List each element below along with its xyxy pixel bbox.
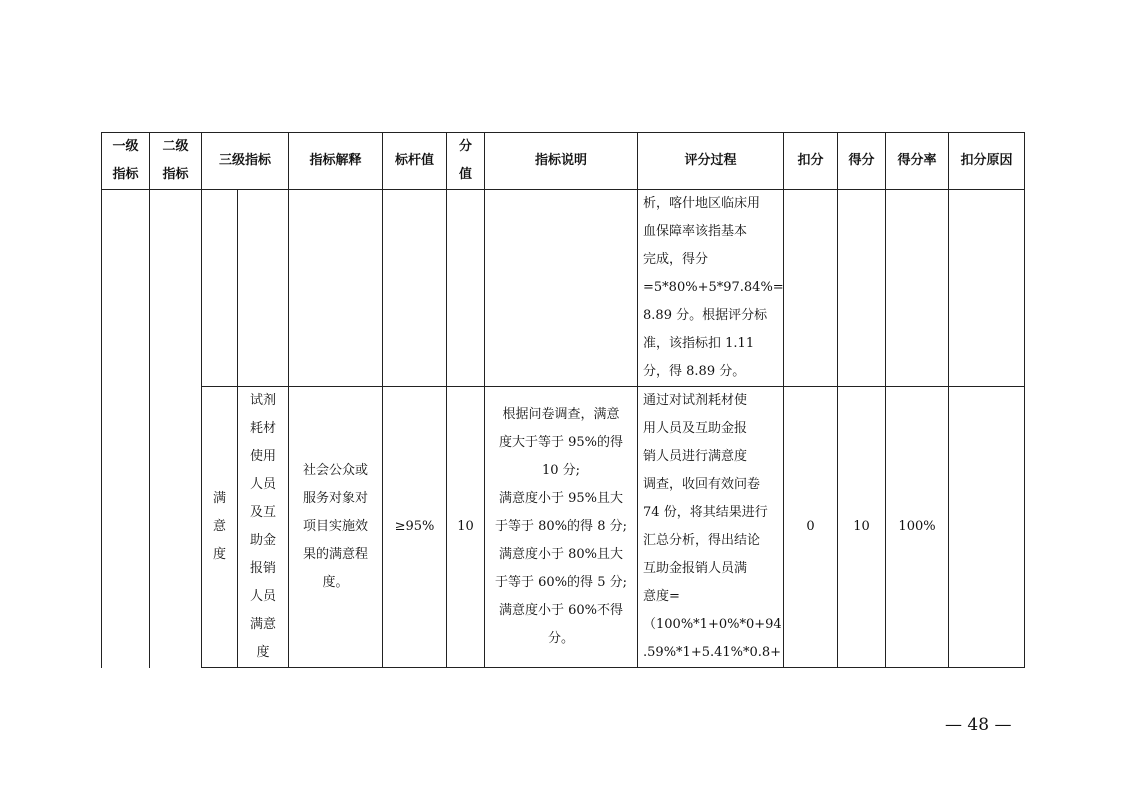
explanation-cell bbox=[289, 190, 383, 387]
score-cell bbox=[838, 190, 886, 387]
header-level1: 一级 指标 bbox=[102, 133, 150, 190]
explanation-cell: 社会公众或 服务对象对 项目实施效 果的满意程 度。 bbox=[289, 387, 383, 668]
level1-cell bbox=[102, 190, 150, 668]
score-rate-cell bbox=[886, 190, 949, 387]
deduction-cell: 0 bbox=[784, 387, 838, 668]
header-weight: 分 值 bbox=[447, 133, 485, 190]
level3b-cell: 试剂 耗材 使用 人员 及互 助金 报销 人员 满意 度 bbox=[238, 387, 289, 668]
table-row bbox=[102, 387, 1025, 668]
header-description: 指标说明 bbox=[485, 133, 638, 190]
level3a-cell bbox=[202, 190, 238, 387]
level3b-cell bbox=[238, 190, 289, 387]
description-cell bbox=[485, 190, 638, 387]
header-benchmark: 标杆值 bbox=[383, 133, 447, 190]
deduction-reason-cell bbox=[949, 190, 1025, 387]
scoring-process-cell: 通过对试剂耗材使 用人员及互助金报 销人员进行满意度 调查，收回有效问卷 74 份，将其结果进行 汇总分析，得出结论 互助金报销人员满 意度= （100%*1+0%*0+94 .59%*1+5.41%*0.8+ bbox=[638, 387, 784, 668]
header-deduction-reason: 扣分原因 bbox=[949, 133, 1025, 190]
header-row bbox=[102, 133, 1025, 190]
header-level2: 二级 指标 bbox=[150, 133, 202, 190]
score-rate-cell: 100% bbox=[886, 387, 949, 668]
level3a-cell: 满 意 度 bbox=[202, 387, 238, 668]
header-level3: 三级指标 bbox=[202, 133, 289, 190]
deduction-reason-cell bbox=[949, 387, 1025, 668]
header-score: 得分 bbox=[838, 133, 886, 190]
header-explanation: 指标解释 bbox=[289, 133, 383, 190]
header-score-rate: 得分率 bbox=[886, 133, 949, 190]
header-deduction: 扣分 bbox=[784, 133, 838, 190]
scoring-process-cell: 析，喀什地区临床用 血保障率该指基本 完成，得分 =5*80%+5*97.84%= 8.89 分。根据评分标 准，该指标扣 1.11 分，得 8.89 分。 bbox=[638, 190, 784, 387]
page-number: — 48 — bbox=[945, 715, 1012, 735]
header-scoring-process: 评分过程 bbox=[638, 133, 784, 190]
weight-cell bbox=[447, 190, 485, 387]
table-row bbox=[102, 190, 1025, 387]
level2-cell bbox=[150, 190, 202, 668]
deduction-cell bbox=[784, 190, 838, 387]
benchmark-cell: ≥95% bbox=[383, 387, 447, 668]
weight-cell: 10 bbox=[447, 387, 485, 668]
description-cell: 根据问卷调查，满意 度大于等于 95%的得 10 分; 满意度小于 95%且大 于等于 80%的得 8 分; 满意度小于 80%且大 于等于 60%的得 5 分; 满意度小于 60%不得 分。 bbox=[485, 387, 638, 668]
performance-indicator-table bbox=[101, 132, 1025, 668]
benchmark-cell bbox=[383, 190, 447, 387]
score-cell: 10 bbox=[838, 387, 886, 668]
